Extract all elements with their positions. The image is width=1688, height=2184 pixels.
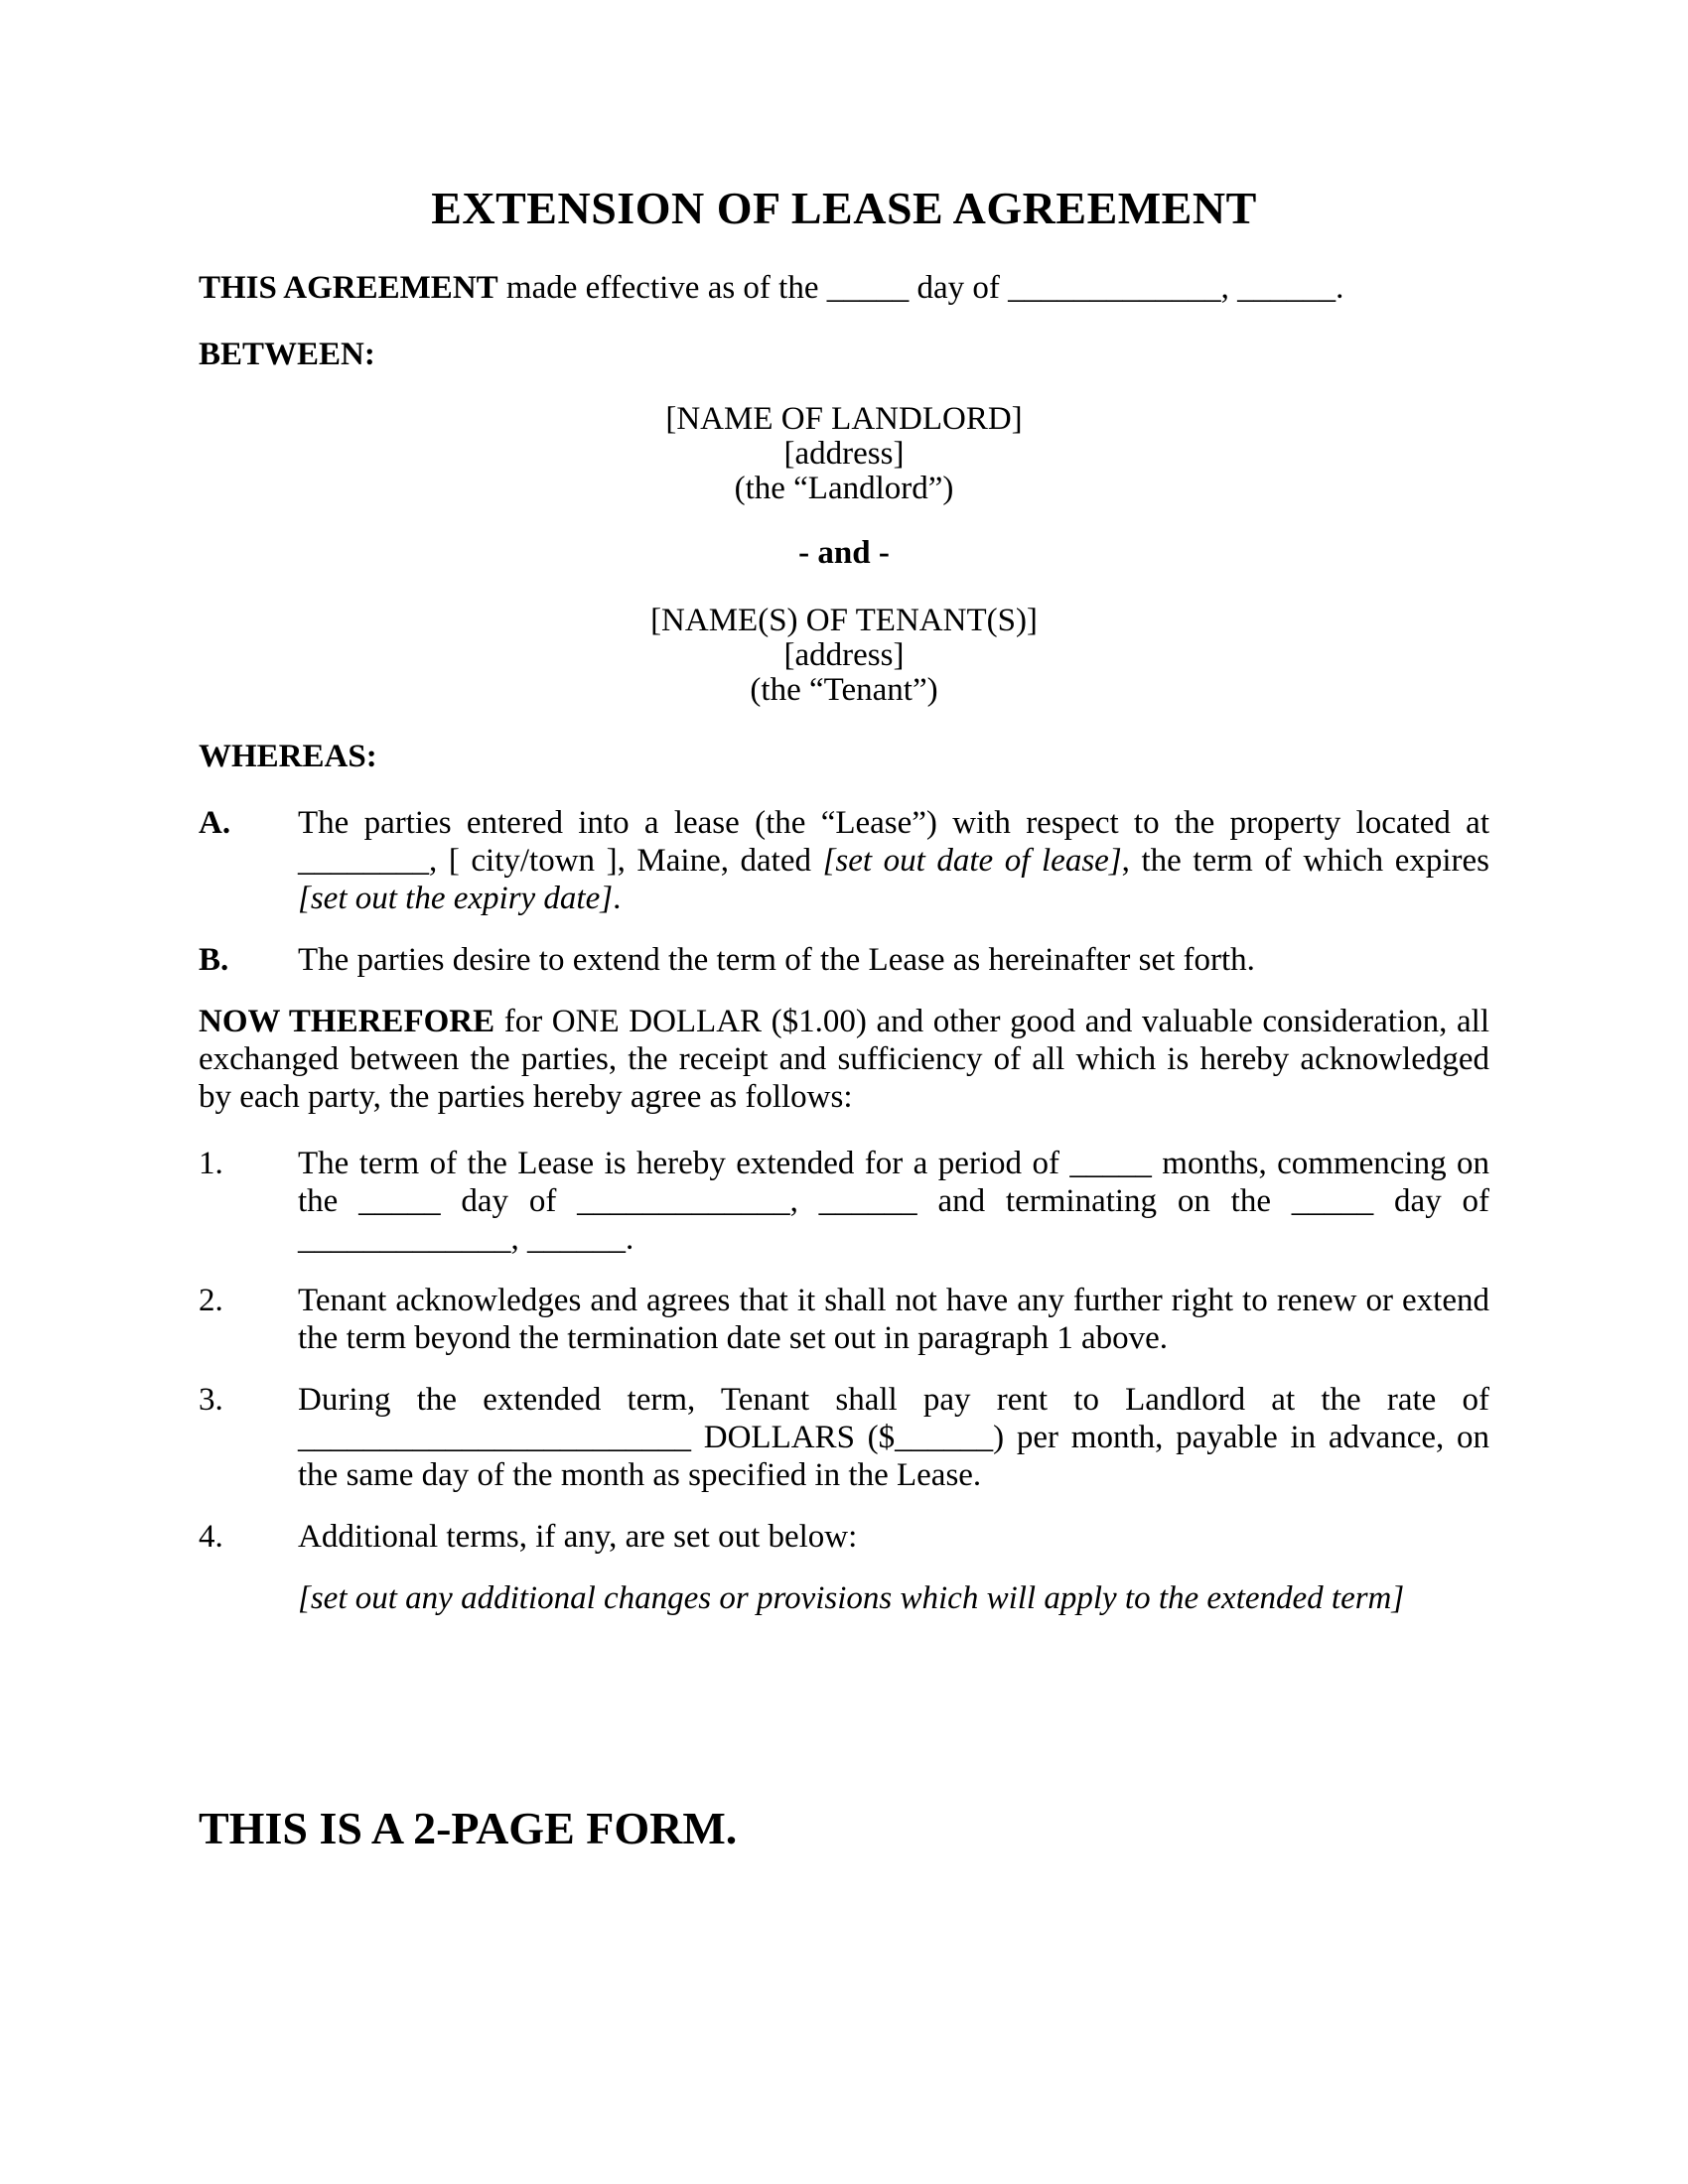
recital-a (199, 804, 1489, 917)
recital-a-italic-date-of-lease: [set out date of lease] (822, 843, 1122, 879)
opening-lead-text: THIS AGREEMENT (199, 270, 498, 306)
tenant-block (199, 604, 1489, 708)
clause-2-number: 2. (199, 1283, 223, 1318)
now-therefore-rest-text: for ONE DOLLAR ($1.00) and other good and valuable consideration, all exchanged between the parties, the receipt and sufficiency of all which is hereby acknowledged by each party, the parties hereby agree as follows: (199, 1004, 1489, 1115)
recital-b (199, 941, 1489, 979)
recital-a-text-3: . (613, 881, 622, 916)
clause-1-term-extension (199, 1145, 1489, 1258)
document-title: EXTENSION OF LEASE AGREEMENT (431, 183, 1257, 233)
clause-2-body: Tenant acknowledges and agrees that it shall not have any further right to renew or extend the term beyond the termination date set out in paragraph 1 above. (298, 1283, 1489, 1356)
clause-3-rent (199, 1381, 1489, 1494)
between-label: BETWEEN: (199, 337, 375, 372)
clause-1-number: 1. (199, 1146, 223, 1181)
recital-a-text-2: , the term of which expires (1121, 843, 1489, 879)
whereas-label: WHEREAS: (199, 739, 377, 774)
clause-4-additional-terms (199, 1518, 1489, 1556)
tenant-designation: (the “Tenant”) (750, 672, 938, 708)
clause-3-body: During the extended term, Tenant shall pay rent to Landlord at the rate of ________________________ DOLLARS ($______) per month, payable in advance, on the same day of the month as specified in the Lease. (298, 1382, 1489, 1493)
two-page-form-notice: THIS IS A 2-PAGE FORM. (199, 1803, 738, 1853)
landlord-name-placeholder: [NAME OF LANDLORD] (665, 401, 1023, 437)
now-therefore-paragraph (199, 1003, 1489, 1116)
now-therefore-lead-text: NOW THEREFORE (199, 1004, 495, 1039)
opening-paragraph (199, 269, 1489, 307)
recital-a-text-1: The parties entered into a lease (the “Lease”) with respect to the property located at ________, [ city/town ], Maine, dated (298, 805, 1489, 879)
landlord-address-placeholder: [address] (783, 436, 905, 472)
recital-b-body: The parties desire to extend the term of the Lease as hereinafter set forth. (298, 942, 1255, 978)
recital-a-body (298, 804, 1489, 917)
clause-4-body: Additional terms, if any, are set out below: (298, 1519, 858, 1555)
landlord-designation: (the “Landlord”) (734, 471, 954, 506)
additional-terms-note: [set out any additional changes or provisions which will apply to the extended term] (298, 1580, 1405, 1616)
clause-4-number: 4. (199, 1519, 223, 1555)
clause-1-body: The term of the Lease is hereby extended for a period of _____ months, commencing on the _____ day of _____________, ______ and terminating on the _____ day of _____________, ______. (298, 1146, 1489, 1257)
and-separator: - and - (798, 535, 890, 571)
clause-2-no-further-renewal (199, 1282, 1489, 1357)
recital-a-label: A. (199, 805, 231, 841)
opening-rest-text: made effective as of the _____ day of _____________, ______. (497, 270, 1344, 306)
recital-b-label: B. (199, 942, 229, 978)
tenant-address-placeholder: [address] (783, 637, 905, 673)
clause-3-number: 3. (199, 1382, 223, 1418)
landlord-block (199, 402, 1489, 506)
tenant-name-placeholder: [NAME(S) OF TENANT(S)] (650, 603, 1038, 638)
recital-a-italic-expiry-date: [set out the expiry date] (298, 881, 614, 916)
